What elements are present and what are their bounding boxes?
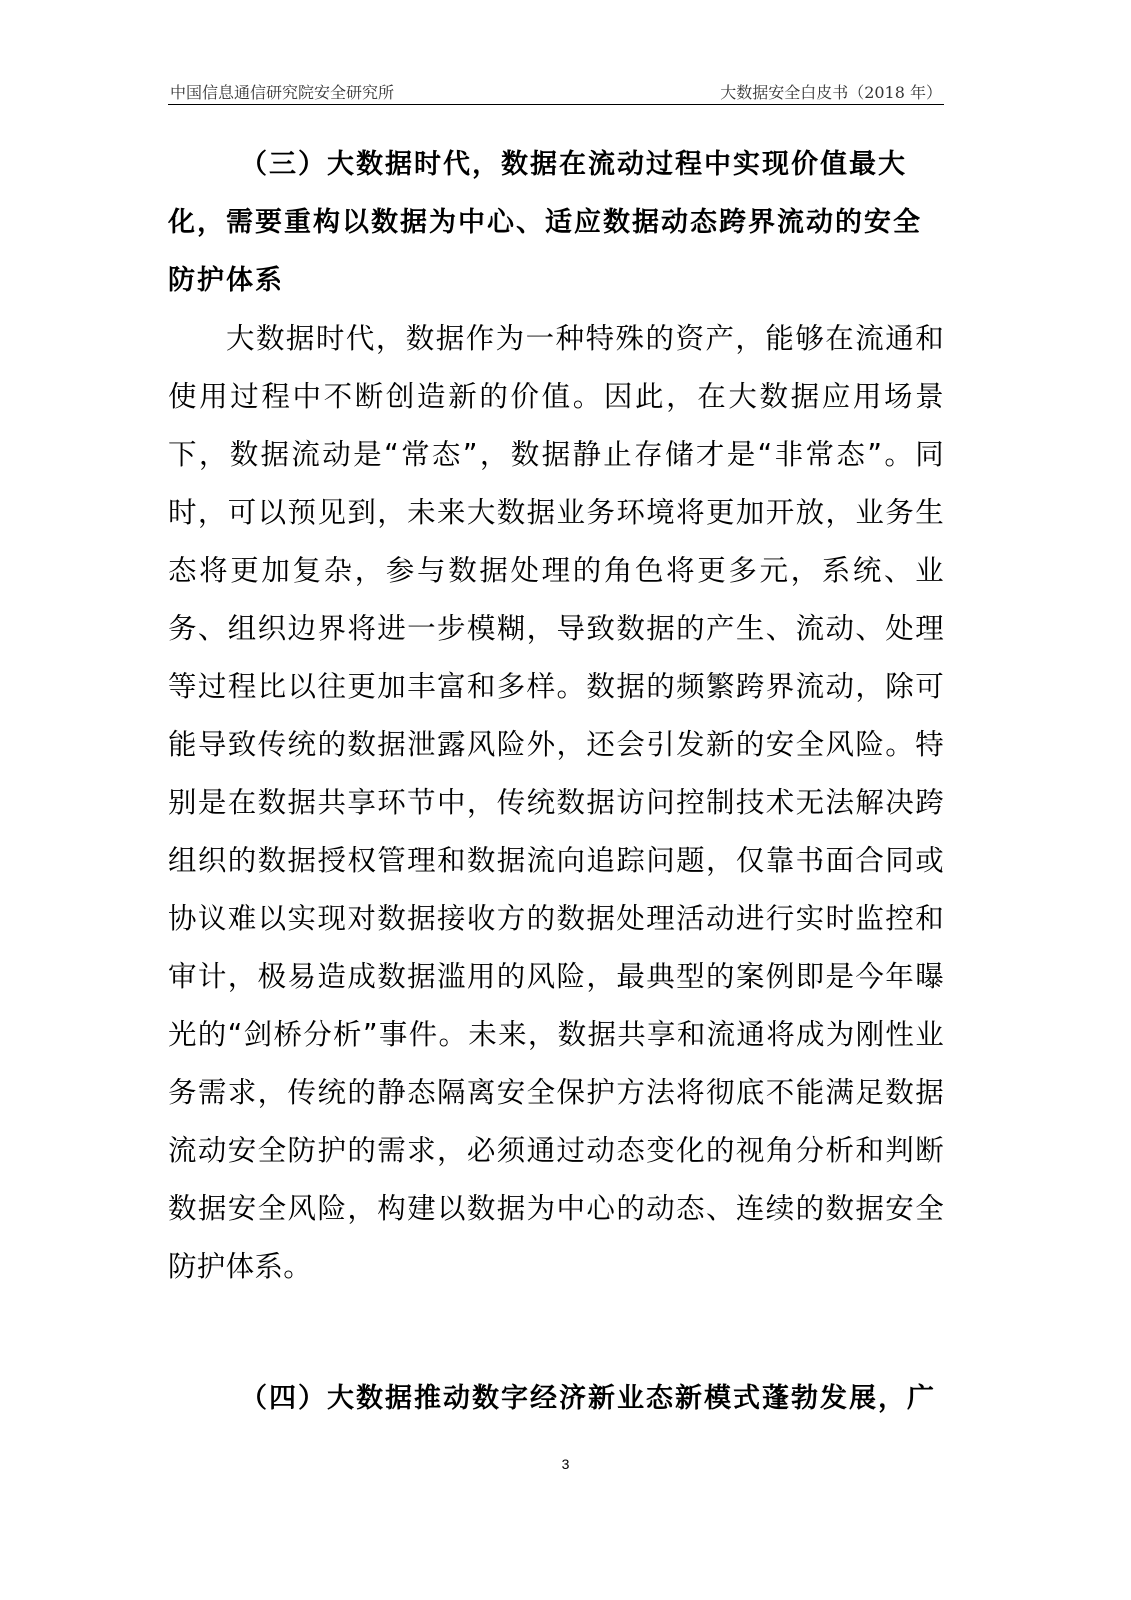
running-header [168, 76, 944, 105]
section-heading-3: （三）大数据时代，数据在流动过程中实现价值最大化，需要重构以数据为中心、适应数据动态跨界流动的安全防护体系 [168, 149, 922, 296]
header-organization: 中国信息通信研究院安全研究所 [170, 83, 395, 102]
header-document-title: 大数据安全白皮书（2018 年） [720, 83, 942, 102]
body-paragraph: 大数据时代，数据作为一种特殊的资产，能够在流通和使用过程中不断创造新的价值。因此，在大数据应用场景下，数据流动是“常态”，数据静止存储才是“非常态”。同时，可以预见到，未来大数据业务环境将更加开放，业务生态将更加复杂，参与数据处理的角色将更多元，系统、业务、组织边界将进一步模糊，导致数据的产生、流动、处理等过程比以往更加丰富和多样。数据的频繁跨界流动，除可能导致传统的数据泄露风险外，还会引发新的安全风险。特别是在数据共享环节中，传统数据访问控制技术无法解决跨组织的数据授权管理和数据流向追踪问题，仅靠书面合同或协议难以实现对数据接收方的数据处理活动进行实时监控和审计，极易造成数据滥用的风险，最典型的案例即是今年曝光的“剑桥分析”事件。未来，数据共享和流通将成为刚性业务需求，传统的静态隔离安全保护方法将彻底不能满足数据流动安全防护的需求，必须通过动态变化的视角分析和判断数据安全风险，构建以数据为中心的动态、连续的数据安全防护体系。 [168, 322, 944, 1283]
page-number: 3 [561, 1456, 570, 1472]
section-heading-4: （四）大数据推动数字经济新业态新模式蓬勃发展，广 [240, 1383, 936, 1414]
